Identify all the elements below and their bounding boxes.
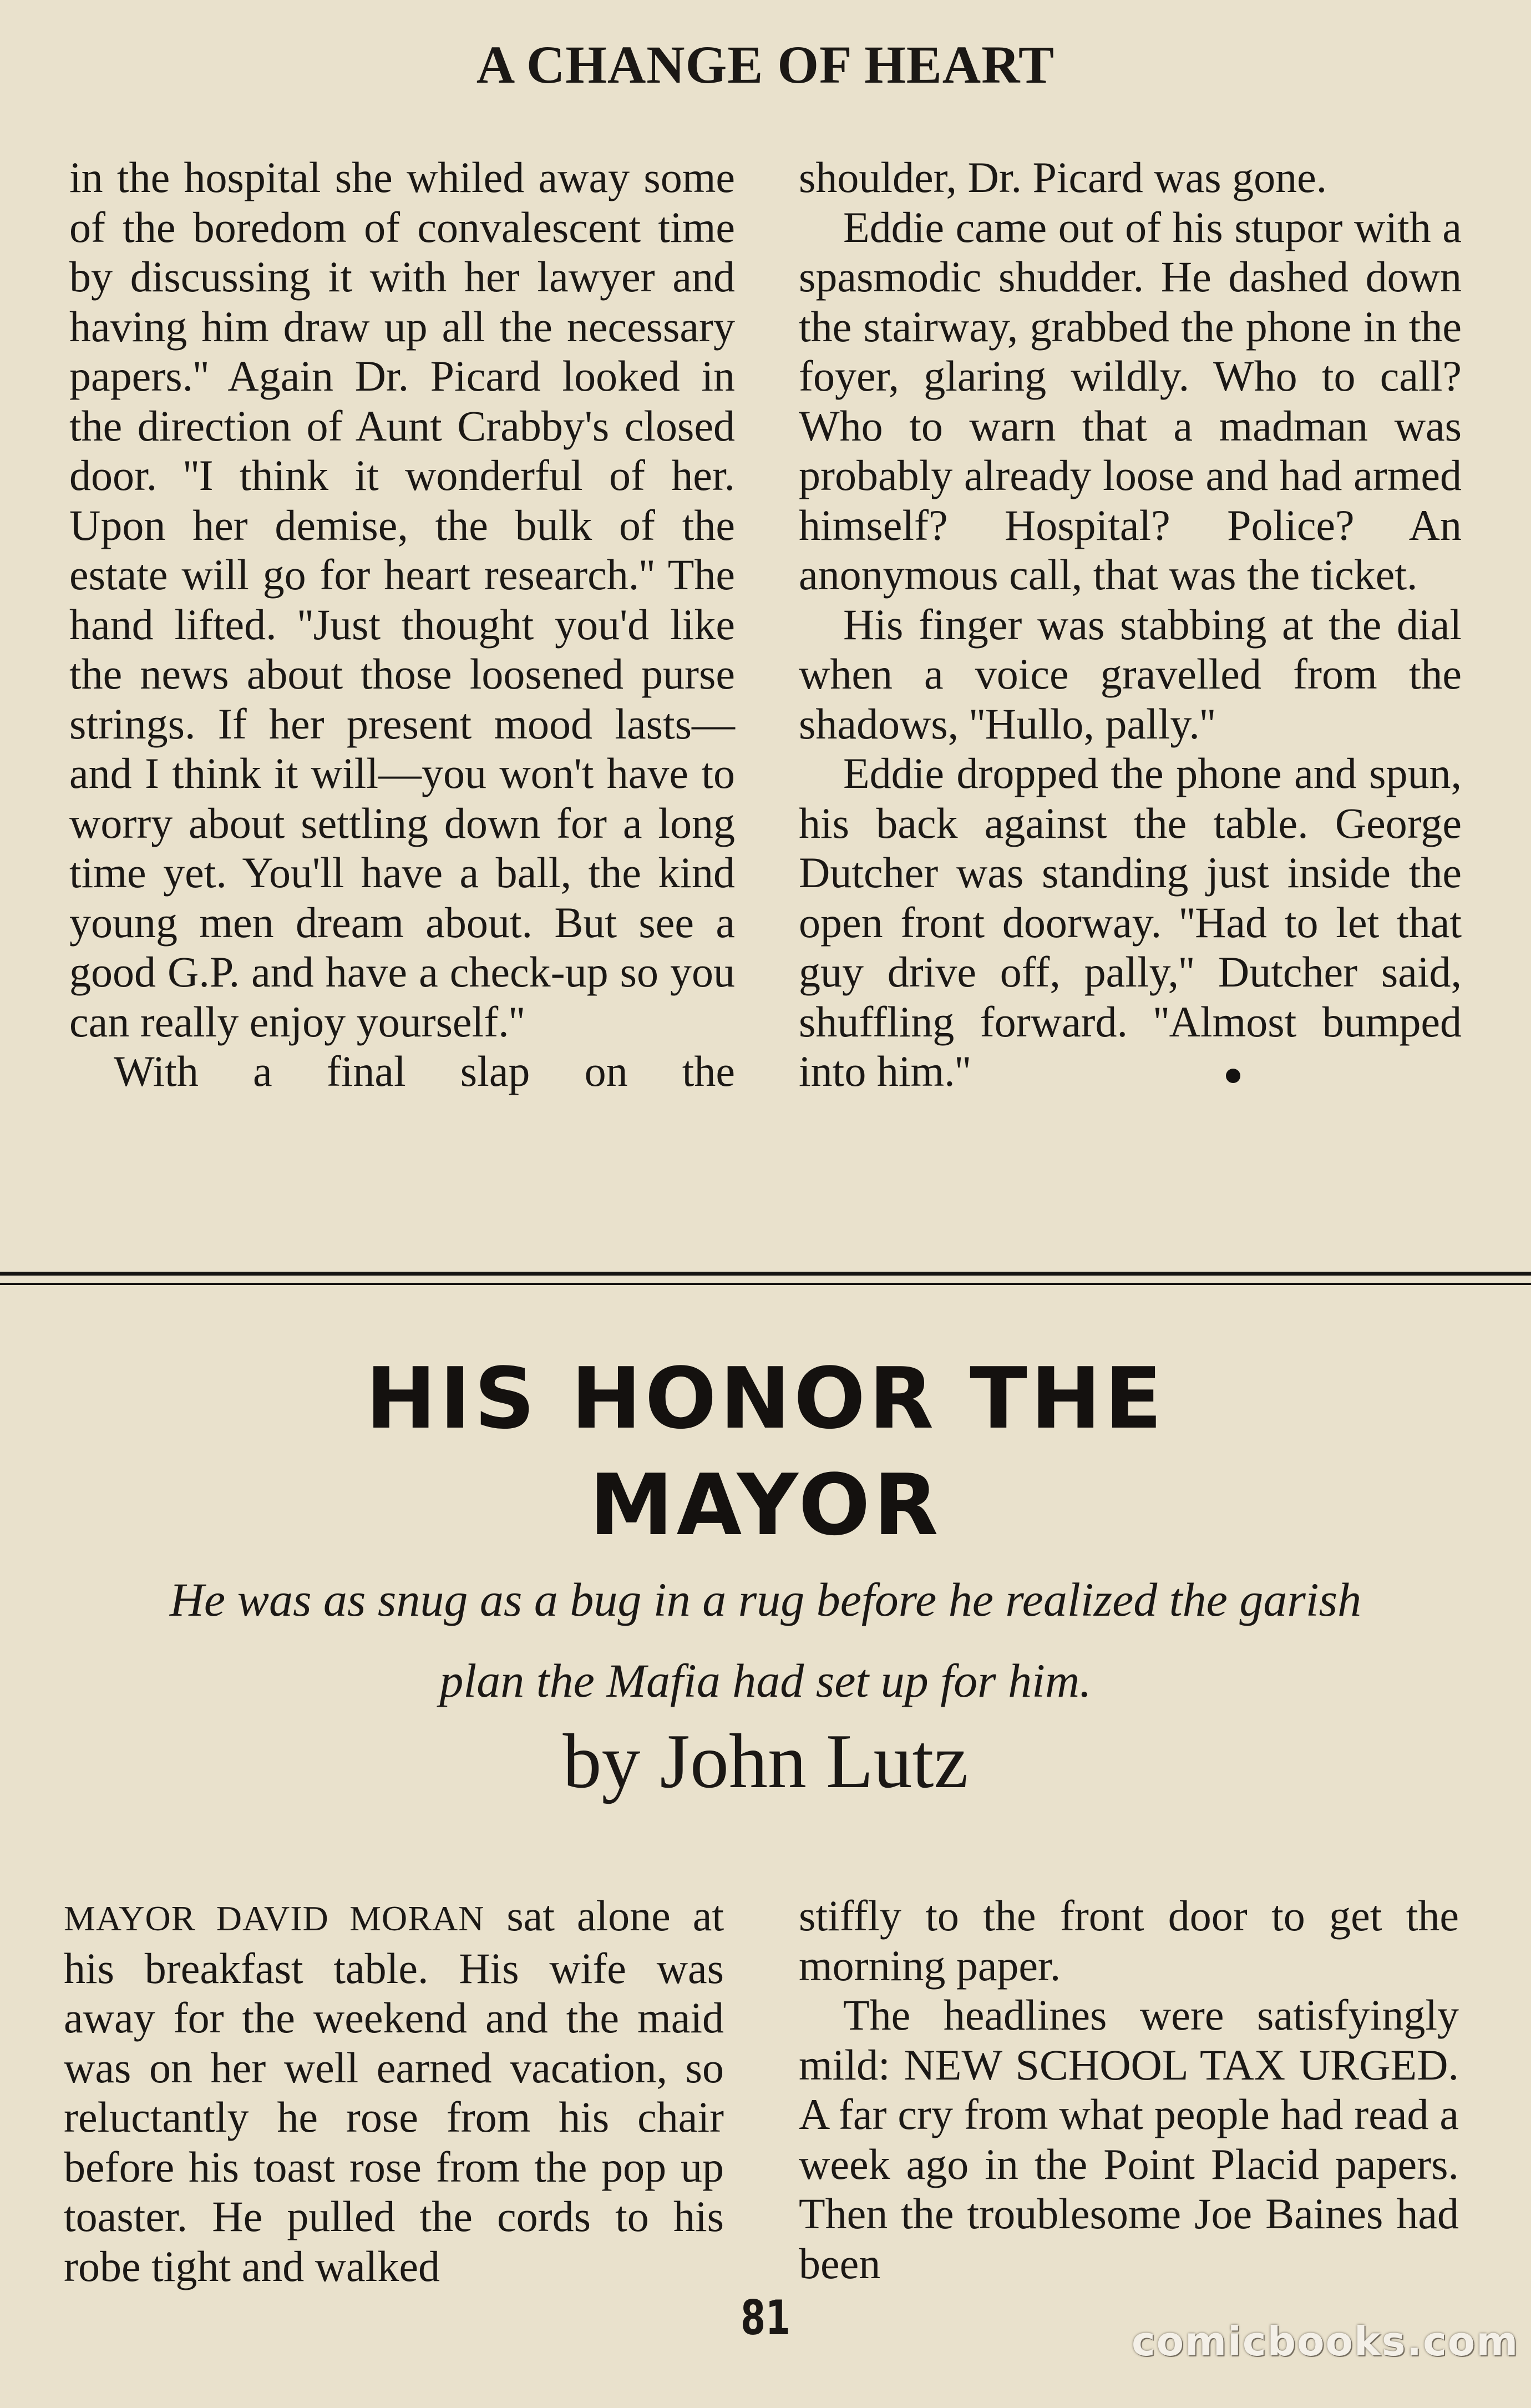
site-watermark: comicbooks.com: [1132, 2318, 1519, 2365]
end-of-story-bullet: [1226, 1069, 1240, 1083]
story2-right-paragraph: The headlines were satisfyingly mild: NEW SCHOOL TAX URGED. A far cry from what people had read a week ago in the Point Placid papers. Then the troublesome Joe Baines had been: [799, 1991, 1459, 2288]
story-title: [0, 1345, 1531, 1559]
story-title-line-1: HIS HONOR THE: [366, 1349, 1165, 1448]
story1-right-paragraph-text: Eddie dropped the phone and spun, his back against the table. George Dutcher was standing just inside the open front doorway. ''Had to let that guy drive off, pally,'' Dutcher said, shuffling forward. ''Almost bumped into him.'': [799, 749, 1462, 1095]
story-byline: by John Lutz: [562, 1718, 969, 1804]
story1-right-column: [799, 153, 1462, 1096]
story-blurb-line-1: He was as snug as a bug in a rug before he realized the garish: [169, 1573, 1362, 1626]
story-blurb: [55, 1559, 1476, 1721]
story2-right-paragraph: stiffly to the front door to get the morning paper.: [799, 1891, 1459, 1990]
story2-lead-in: MAYOR DAVID MORAN: [64, 1899, 485, 1938]
story1-right-paragraph: shoulder, Dr. Picard was gone.: [799, 153, 1327, 201]
story1-right-paragraph: His finger was stabbing at the dial when a voice gravelled from the shadows, ''Hullo, pally.'': [799, 600, 1462, 748]
story1-right-paragraph: [799, 748, 1462, 1096]
story2-left-paragraph: [64, 1891, 724, 2291]
story2-right-column: [799, 1891, 1459, 2288]
running-head: A CHANGE OF HEART: [476, 35, 1055, 94]
story1-right-paragraph: Eddie came out of his stupor with a spasmodic shudder. He dashed down the stairway, grabbed the phone in the foyer, glaring wildly. Who to call? Who to warn that a madman was probably already loose and had armed himself? Hospital? Police? An anonymous call, that was the ticket.: [799, 203, 1462, 599]
story1-left-paragraph: With a final slap on the: [114, 1047, 735, 1095]
story2-left-text: sat alone at his breakfast table. His wife was away for the weekend and the maid was on her well earned vacation, so reluctantly he rose from his chair before his toast rose from the pop up toaster. He pulled the cords to his robe tight and walked: [64, 1891, 724, 2290]
page-number: 81: [741, 2290, 790, 2346]
story1-left-column: [69, 153, 735, 1096]
story-title-line-2: MAYOR: [589, 1456, 942, 1554]
section-divider-rule-thin: [0, 1283, 1531, 1285]
section-divider-rule: [0, 1272, 1531, 1276]
story-blurb-line-2: plan the Mafia had set up for him.: [439, 1654, 1092, 1707]
story2-left-column: [64, 1891, 724, 2291]
story1-left-paragraph: in the hospital she whiled away some of the boredom of convalescent time by discussing it with her lawyer and having him draw up all the necessary papers.'' Again Dr. Picard looked in the direction of Aunt Crabby's closed door. ''I think it wonderful of her. Upon her demise, the bulk of the estate will go for heart research.'' The hand lifted. ''Just thought you'd like the news about those loosened purse strings. If her present mood lasts—and I think it will—you won't have to worry about settling down for a long time yet. You'll have a ball, the kind young men dream about. But see a good G.P. and have a check-up so you can really enjoy yourself.'': [69, 153, 735, 1046]
